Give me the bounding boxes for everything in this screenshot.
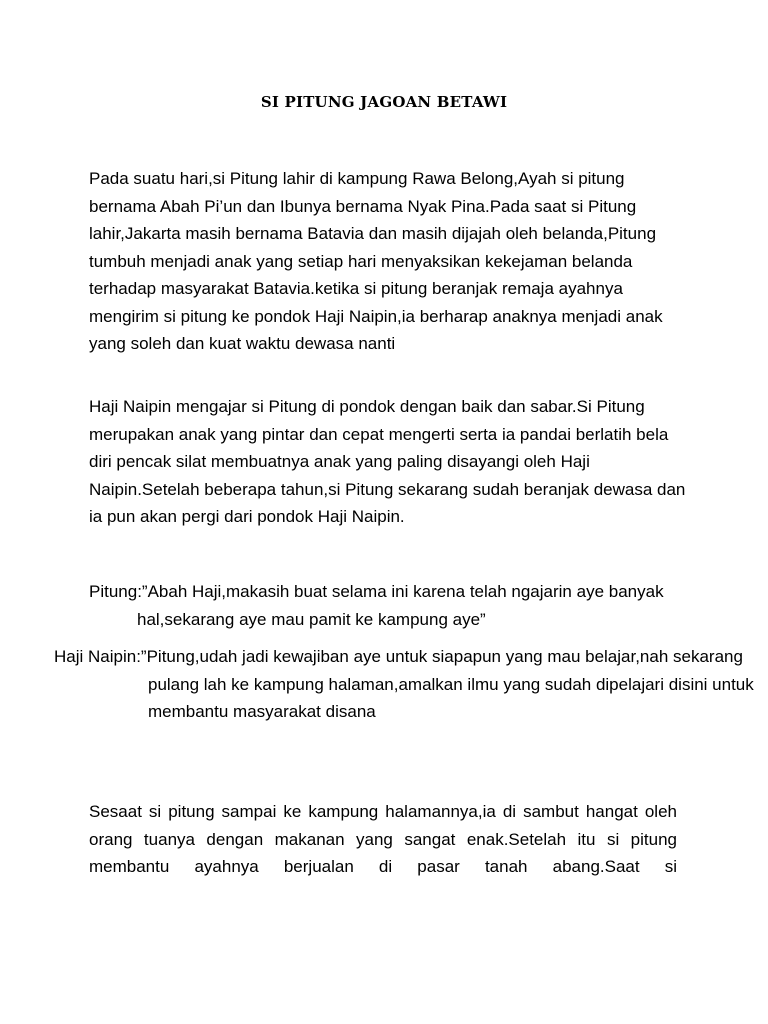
dialogue-haji-naipin: Haji Naipin:”Pitung,udah jadi kewajiban aye untuk siapapun yang mau belajar,nah sekarang pulang lah ke kampung halaman,amalkan ilmu yang sudah dipelajari disini untuk membantu masyarakat disana: [54, 647, 754, 721]
paragraph-2: Haji Naipin mengajar si Pitung di pondok dengan baik dan sabar.Si Pitung merupakan anak yang pintar dan cepat mengerti serta ia pandai berlatih bela diri pencak silat membuatnya anak yang paling disayangi oleh Haji Naipin.Setelah beberapa tahun,si Pitung sekarang sudah beranjak dewasa dan ia pun akan pergi dari pondok Haji Naipin.: [89, 397, 686, 526]
paragraph-3: Sesaat si pitung sampai ke kampung halamannya,ia di sambut hangat oleh orang tuanya dengan makanan yang sangat enak.Setelah itu si pitung membantu ayahnya berjualan di pasar tanah abang.Saat si: [89, 802, 677, 876]
document-title: SI PITUNG JAGOAN BETAWI: [260, 93, 508, 111]
paragraph-1: Pada suatu hari,si Pitung lahir di kampung Rawa Belong,Ayah si pitung bernama Abah Pi’un dan Ibunya bernama Nyak Pina.Pada saat si Pitung lahir,Jakarta masih bernama Batavia dan masih dijajah oleh belanda,Pitung tumbuh menjadi anak yang setiap hari menyaksikan kekejaman belanda terhadap masyarakat Batavia.ketika si pitung beranjak remaja ayahnya mengirim si pitung ke pondok Haji Naipin,ia berharap anaknya menjadi anak yang soleh dan kuat waktu dewasa nanti: [89, 169, 663, 353]
dialogue-pitung: Pitung:”Abah Haji,makasih buat selama ini karena telah ngajarin aye banyak hal,sekarang aye mau pamit ke kampung aye”: [89, 582, 664, 629]
